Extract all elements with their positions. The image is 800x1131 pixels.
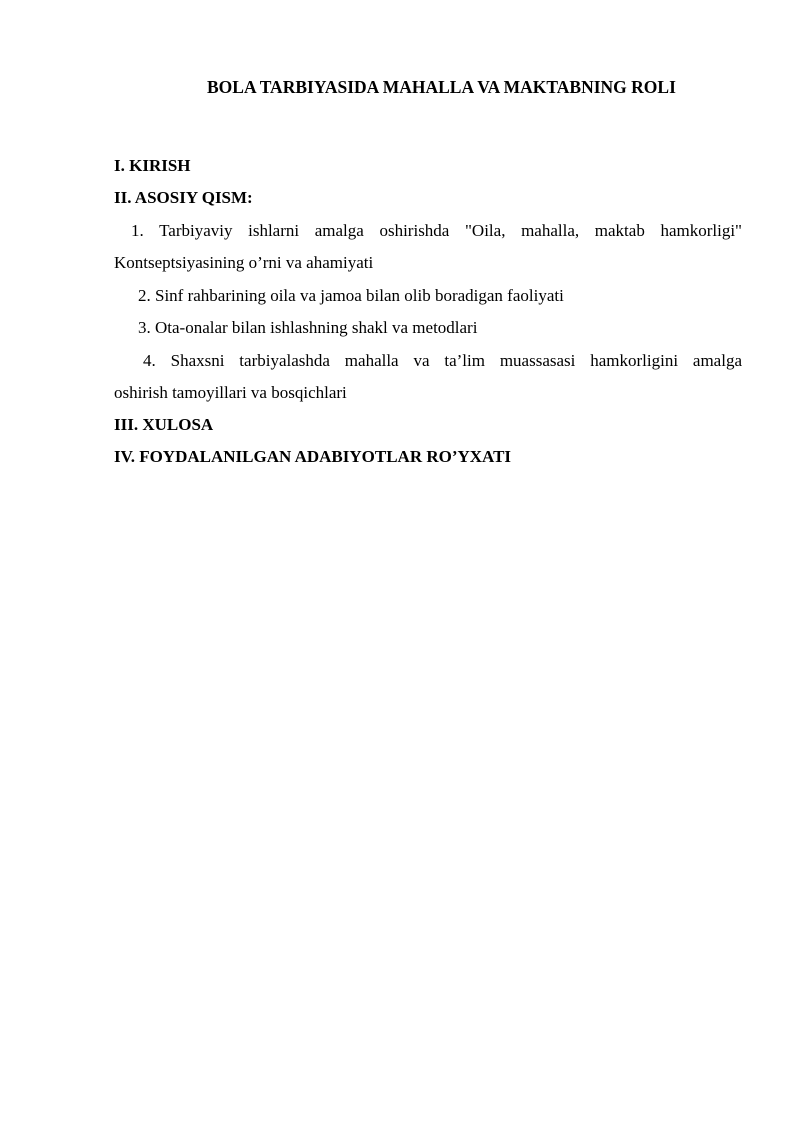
list-item-1-line1: 1. Tarbiyaviy ishlarni amalga oshirishda "Oila, mahalla, maktab hamkorligi" [131, 221, 742, 240]
list-item-3: 3. Ota-onalar bilan ishlashning shakl va metodlari [138, 318, 478, 337]
document-title: BOLA TARBIYASIDA MAHALLA VA MAKTABNING ROLI [207, 77, 676, 97]
list-item-1-line2: Kontseptsiyasining o’rni va ahamiyati [114, 253, 374, 272]
list-item-4-line1: 4. Shaxsni tarbiyalashda mahalla va ta’lim muassasasi hamkorligini amalga [143, 351, 742, 370]
list-item-4-line2: oshirish tamoyillari va bosqichlari [114, 383, 347, 402]
section-main: II. ASOSIY QISM: [114, 188, 253, 207]
section-conclusion: III. XULOSA [114, 415, 214, 434]
section-references: IV. FOYDALANILGAN ADABIYOTLAR RO’YXATI [114, 447, 512, 466]
list-item-2: 2. Sinf rahbarining oila va jamoa bilan olib boradigan faoliyati [138, 286, 564, 305]
section-intro: I. KIRISH [114, 156, 191, 175]
